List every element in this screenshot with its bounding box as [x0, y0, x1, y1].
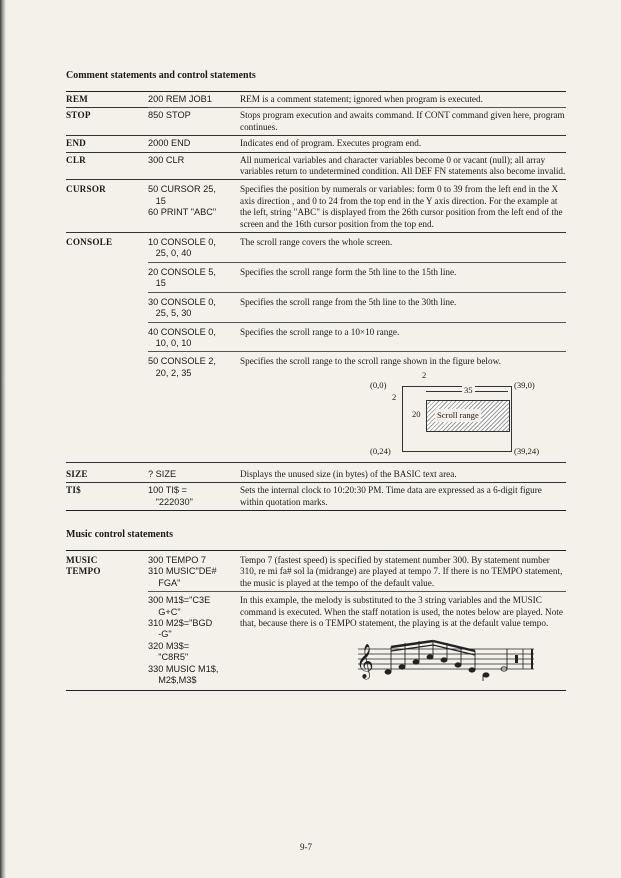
table-row-console-3 — [66, 292, 566, 322]
scroll-range-figure — [240, 369, 566, 460]
code-line: 300 TEMPO 7 — [148, 554, 207, 565]
code-example — [148, 352, 240, 462]
code-line: M2$,M3$ — [148, 675, 197, 685]
corner-top-left: (0,0) — [370, 379, 387, 390]
code-example — [148, 292, 240, 322]
code-line: 300 CLR — [148, 154, 185, 165]
code-line: 20 CONSOLE 5, — [148, 266, 216, 277]
description: Specifies the position by numerals or variables: form 0 to 39 from the left end in the X axis direction , and 0 to 24 from the top end in the Y axis direction. For the example at the left, string "ABC" is displayed from the 26th cursor position from the left end of the screen and the 16th cursor position from the top end. — [240, 180, 566, 233]
description: Stops program execution and awaits command. If CONT command given here, program continues. — [240, 108, 566, 136]
code-example — [148, 262, 240, 292]
page-binding-edge — [0, 0, 6, 878]
section-title-music: Music control statements — [66, 528, 174, 540]
description — [240, 592, 566, 689]
description: Specifies the scroll range to a 10×10 range. — [240, 322, 566, 352]
keyword: TI$ — [66, 485, 81, 496]
code-line: 40 CONSOLE 0, — [148, 326, 216, 337]
corner-top-right: (39,0) — [514, 379, 535, 390]
section-rule — [66, 510, 566, 511]
section-title-comment: Comment statements and control statements — [66, 70, 256, 81]
left-offset-label: 2 — [392, 391, 397, 402]
table-row-rem — [66, 92, 566, 108]
table-row-music-example — [66, 592, 566, 689]
svg-text:𝄞: 𝄞 — [356, 644, 374, 680]
code-example — [148, 136, 240, 152]
keyword: SIZE — [66, 462, 148, 482]
description: Specifies the scroll range form the 5th line to the 15th line. — [240, 262, 566, 292]
code-line: "C8R5" — [148, 652, 189, 663]
table-row-console-4 — [66, 322, 566, 352]
description: All numerical variables and character variables become 0 or vacant (null); all array variables return to undetermined condition. All DEF FN statements also become invalid. — [240, 152, 566, 180]
width-label: 35 — [464, 384, 473, 395]
table-row-console-1 — [66, 233, 566, 263]
scroll-range-box — [426, 400, 510, 432]
code-line: FGA" — [148, 577, 181, 588]
code-line: 25, 0, 40 — [148, 248, 192, 259]
code-line: G+C" — [148, 606, 181, 617]
table-row-music-tempo — [66, 551, 566, 592]
keyword: CLR — [66, 152, 148, 180]
code-example — [148, 322, 240, 352]
code-example — [148, 483, 240, 510]
page-content — [66, 70, 566, 691]
code-example — [148, 108, 240, 136]
description-text: In this example, the melody is substituted to the 3 string variables and the MUSIC command is executed. When the staff notation is used, the notes below are played. Note that, because there is o TEMPO statement, the playing is at the default value tempo. — [240, 595, 563, 628]
table-row-tis — [66, 483, 566, 510]
code-line: 15 — [148, 278, 166, 289]
keyword: CURSOR — [66, 180, 148, 233]
code-line: 300 M1$="C3E — [148, 595, 211, 606]
table-row-clr — [66, 152, 566, 180]
page-number: 9-7 — [300, 842, 312, 852]
code-line: -G" — [148, 629, 172, 640]
code-line: 310 MUSIC"DE# — [148, 566, 217, 577]
code-example — [148, 551, 240, 592]
code-line: 2000 END — [148, 138, 191, 149]
description — [240, 352, 566, 462]
corner-bottom-left: (0,24) — [370, 445, 391, 456]
code-example — [148, 233, 240, 263]
description: Indicates end of program. Executes program end. — [240, 136, 566, 152]
code-line: 100 TI$ = — [148, 485, 187, 496]
section-rule — [66, 690, 566, 691]
top-offset-label: 2 — [422, 369, 427, 380]
code-line: 200 REM JOB1 — [148, 94, 212, 104]
height-label: 20 — [412, 408, 421, 419]
code-line: 10, 0, 10 — [148, 337, 192, 348]
code-example — [148, 152, 240, 180]
table-row-size — [66, 462, 566, 482]
table-row-cursor — [66, 180, 566, 233]
keyword: END — [66, 136, 148, 152]
keyword: STOP — [66, 108, 148, 136]
code-line: 320 M3$= — [148, 640, 190, 651]
description: Tempo 7 (fastest speed) is specified by statement number 300. By statement number 310, re mi fa# sol la (midrange) are played at tempo 7. If there is no TEMPO statement, the music is played at the tempo of the default value. — [240, 551, 566, 592]
keyword — [66, 551, 148, 592]
description: Displays the unused size (in bytes) of the BASIC text area. — [240, 462, 566, 482]
keyword-music: MUSIC — [66, 554, 98, 565]
description: Sets the internal clock to 10:20:30 PM. Time data are expressed as a 6-digit figure within quotation marks. — [240, 485, 542, 507]
keyword: CONSOLE — [66, 237, 113, 248]
code-line: 10 CONSOLE 0, — [148, 237, 216, 248]
code-line: 850 STOP — [148, 110, 191, 121]
keyword: REM — [66, 92, 148, 108]
corner-bottom-right: (39,24) — [514, 445, 540, 456]
keyword-tempo: TEMPO — [66, 566, 101, 577]
music-staff-icon — [240, 635, 566, 683]
table-row-console-5 — [66, 352, 566, 462]
scroll-range-label: Scroll range — [435, 409, 481, 422]
statement-table-music — [66, 551, 566, 688]
description-text: Specifies the scroll range to the scroll range shown in the figure below. — [240, 356, 501, 367]
code-line: 30 CONSOLE 0, — [148, 296, 216, 307]
code-line: 50 CONSOLE 2, — [148, 356, 216, 367]
table-row-console-2 — [66, 262, 566, 292]
code-line: 60 PRINT "ABC" — [148, 207, 217, 218]
statement-table-comment — [66, 92, 566, 510]
code-example — [148, 92, 240, 108]
code-line: 25, 5, 30 — [148, 308, 192, 319]
code-line: 15 — [148, 195, 166, 206]
code-line: ? SIZE — [148, 468, 177, 479]
code-line: "222030" — [148, 496, 193, 507]
table-row-stop — [66, 108, 566, 136]
description: REM is a comment statement; ignored when program is executed. — [240, 92, 566, 108]
code-example — [148, 462, 240, 482]
code-line: 330 MUSIC M1$, — [148, 663, 219, 674]
code-line: 310 M2$="BGD — [148, 617, 213, 628]
code-example — [148, 180, 240, 233]
code-line: 50 CURSOR 25, — [148, 184, 216, 195]
description: The scroll range covers the whole screen. — [240, 233, 566, 263]
description: Specifies the scroll range from the 5th line to the 30th line. — [240, 292, 566, 322]
code-example — [148, 592, 240, 689]
table-row-end — [66, 136, 566, 152]
code-line: 20, 2, 35 — [148, 367, 192, 378]
